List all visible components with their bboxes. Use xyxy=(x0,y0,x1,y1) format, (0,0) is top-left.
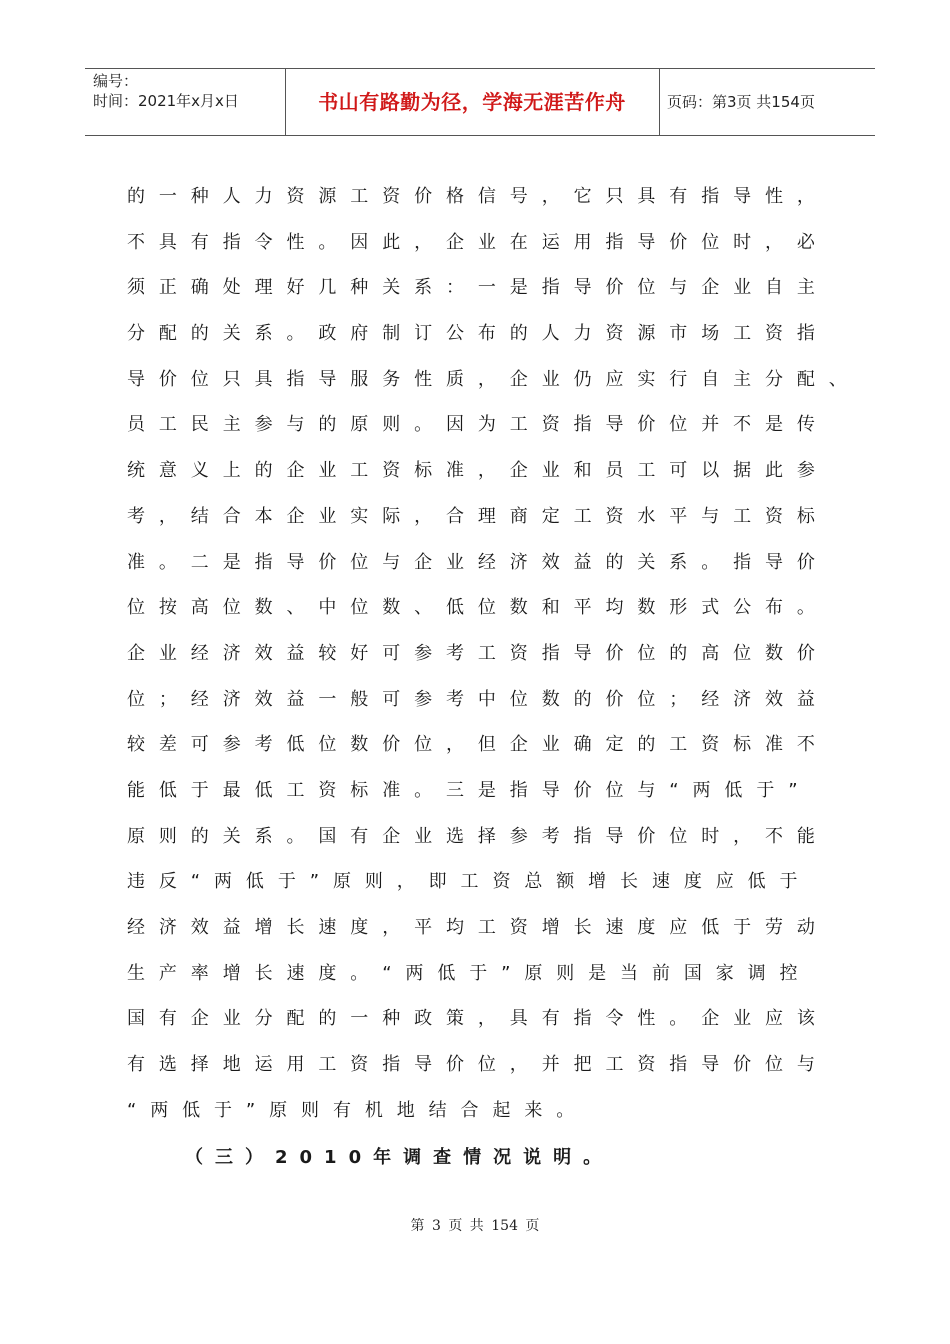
text-line: “两低于”原则有机地结合起来。 xyxy=(127,1099,589,1121)
text-line: 导价位只具指导服务性质，企业仍应实行自主分配、 xyxy=(127,368,861,390)
header-page-info: 页码：第3页 共154页 xyxy=(667,93,815,111)
header-divider-right xyxy=(659,69,660,135)
text-line: 员工民主参与的原则。因为工资指导价位并不是传 xyxy=(127,414,829,436)
text-line: 有选择地运用工资指导价位，并把工资指导价位与 xyxy=(127,1054,829,1076)
text-line: 须正确处理好几种关系：一是指导价位与企业自主 xyxy=(127,277,829,299)
text-line: 企业经济效益较好可参考工资指导价位的高位数价 xyxy=(127,642,829,664)
header-left-block xyxy=(93,71,239,111)
text-line: 的一种人力资源工资价格信号，它只具有指导性， xyxy=(127,186,829,207)
text-line: 位；经济效益一般可参考中位数的价位；经济效益 xyxy=(127,688,829,710)
body-paragraph xyxy=(127,174,861,1133)
page-footer: 第 3 页 共 154 页 xyxy=(410,1218,540,1234)
text-line: 国有企业分配的一种政策，具有指令性。企业应该 xyxy=(127,1008,829,1030)
text-line: 不具有指令性。因此，企业在运用指导价位时，必 xyxy=(127,231,829,253)
text-line: 原则的关系。国有企业选择参考指导价位时，不能 xyxy=(127,825,829,847)
section-heading: （三）2010年调查情况说明。 xyxy=(185,1147,614,1168)
text-line: 经济效益增长速度，平均工资增长速度应低于劳动 xyxy=(127,917,829,938)
text-line: 较差可参考低位数价位，但企业确定的工资标准不 xyxy=(127,734,829,756)
text-line: 能低于最低工资标准。三是指导价位与“两低于” xyxy=(127,779,812,801)
text-line: 位按高位数、中位数、低位数和平均数形式公布。 xyxy=(127,597,829,619)
text-line: 统意义上的企业工资标准，企业和员工可以据此参 xyxy=(127,460,829,482)
text-line: 考，结合本企业实际，合理商定工资水平与工资标 xyxy=(127,505,829,527)
text-line: 违反“两低于”原则，即工资总额增长速度应低于 xyxy=(127,871,812,893)
time-label: 时间：2021年x月x日 xyxy=(93,92,239,110)
code-label: 编号： xyxy=(93,72,139,90)
header-motto: 书山有路勤为径，学海无涯苦作舟 xyxy=(318,90,626,114)
text-line: 准。二是指导价位与企业经济效益的关系。指导价 xyxy=(127,551,829,573)
text-line: 分配的关系。政府制订公布的人力资源市场工资指 xyxy=(127,323,829,345)
page-header xyxy=(85,68,875,136)
text-line: 生产率增长速度。“两低于”原则是当前国家调控 xyxy=(127,962,812,984)
